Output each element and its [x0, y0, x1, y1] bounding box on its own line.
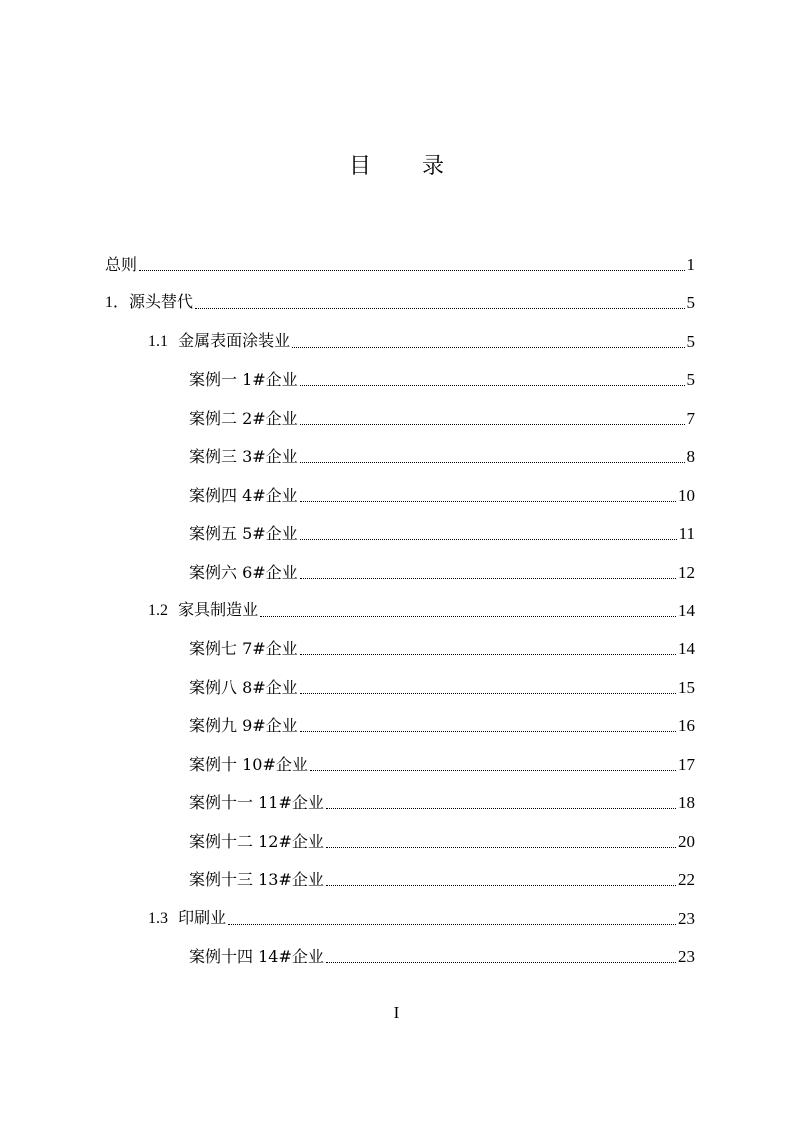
toc-entry-text: 印刷业	[178, 908, 227, 927]
toc-entry-text: 源头替代	[129, 292, 194, 311]
toc-page-number: 10	[678, 486, 695, 505]
toc-dot-leader	[326, 962, 676, 963]
toc-entry-label: 案例八 8#企业	[189, 678, 298, 697]
toc-page-number: 7	[686, 409, 695, 428]
toc-page-number: 12	[678, 563, 695, 582]
toc-entry-case-4[interactable]	[189, 477, 695, 507]
toc-dot-leader	[310, 770, 676, 771]
toc-dot-leader	[326, 808, 676, 809]
toc-entry-case-8[interactable]	[189, 669, 695, 699]
toc-entry-label: 案例六 6#企业	[189, 563, 298, 582]
toc-entry-case-6[interactable]	[189, 554, 695, 584]
toc-entry-label: 案例十一 11#企业	[189, 793, 324, 812]
toc-page-number: 23	[678, 909, 695, 928]
toc-entry-number: 1.1	[148, 333, 168, 350]
toc-entry-label: 案例十 10#企业	[189, 755, 308, 774]
toc-entry-case-1[interactable]	[189, 361, 695, 391]
toc-dot-leader	[300, 578, 676, 579]
toc-page-number: 17	[678, 755, 695, 774]
toc-entry-number: 1.3	[148, 910, 168, 927]
toc-page-number: 23	[678, 947, 695, 966]
toc-entry-label: 案例三 3#企业	[189, 447, 298, 466]
toc-dot-leader	[139, 270, 684, 271]
toc-dot-leader	[195, 308, 684, 309]
toc-entry-case-11[interactable]	[189, 784, 695, 814]
toc-entry-label: 案例十二 12#企业	[189, 832, 324, 851]
toc-page-number: 16	[678, 716, 695, 735]
toc-entry-label: 案例十三 13#企业	[189, 870, 324, 889]
toc-page-number: 20	[678, 832, 695, 851]
toc-entry-label: 案例二 2#企业	[189, 409, 298, 428]
toc-entry-case-3[interactable]	[189, 438, 695, 468]
toc-entry-label: 案例四 4#企业	[189, 486, 298, 505]
toc-page-number: 22	[678, 870, 695, 889]
toc-entry-case-5[interactable]	[189, 515, 695, 545]
toc-entry-source-substitution[interactable]	[105, 284, 695, 314]
page-title: 目 录	[349, 154, 466, 179]
toc-page-number: 5	[686, 370, 695, 389]
toc-entry-case-10[interactable]	[189, 746, 695, 776]
toc-entry-label: 总则	[105, 255, 138, 274]
toc-page-number: 14	[678, 601, 695, 620]
toc-entry-case-7[interactable]	[189, 630, 695, 660]
toc-entry-label	[148, 599, 258, 622]
toc-entry-number: 1．	[105, 294, 130, 311]
toc-page-number: 18	[678, 793, 695, 812]
toc-entry-label	[148, 330, 290, 353]
toc-entry-label: 案例一 1#企业	[189, 370, 298, 389]
toc-dot-leader	[326, 847, 676, 848]
toc-entry-general-principles[interactable]	[105, 246, 695, 276]
toc-entry-label: 案例五 5#企业	[189, 524, 298, 543]
toc-page-number: 8	[686, 447, 695, 466]
toc-entry-case-9[interactable]	[189, 707, 695, 737]
toc-dot-leader	[300, 424, 685, 425]
toc-dot-leader	[300, 462, 685, 463]
toc-entry-case-13[interactable]	[189, 861, 695, 891]
toc-dot-leader	[300, 501, 676, 502]
toc-page-number: 14	[678, 639, 695, 658]
toc-entry-text: 家具制造业	[178, 600, 259, 619]
toc-page-number: 11	[678, 524, 695, 543]
toc-entry-furniture-manufacturing[interactable]	[148, 592, 695, 622]
toc-entry-printing[interactable]	[148, 900, 695, 930]
toc-entry-label	[105, 291, 193, 314]
toc-page-number: 1	[686, 255, 695, 274]
toc-entry-case-12[interactable]	[189, 823, 695, 853]
toc-dot-leader	[292, 347, 684, 348]
toc-dot-leader	[228, 924, 676, 925]
toc-dot-leader	[300, 693, 676, 694]
toc-entry-label: 案例十四 14#企业	[189, 947, 324, 966]
toc-entry-case-2[interactable]	[189, 400, 695, 430]
toc-page-number: 5	[686, 293, 695, 312]
toc-page-number: 15	[678, 678, 695, 697]
toc-dot-leader	[326, 885, 676, 886]
toc-entry-number: 1.2	[148, 602, 168, 619]
toc-dot-leader	[260, 616, 676, 617]
toc-dot-leader	[300, 385, 685, 386]
footer-page-number: I	[393, 1003, 400, 1022]
toc-entry-label	[148, 907, 226, 930]
toc-entry-case-14[interactable]	[189, 938, 695, 968]
toc-page-number: 5	[686, 332, 695, 351]
toc-dot-leader	[300, 731, 676, 732]
toc-entry-metal-surface-coating[interactable]	[148, 323, 695, 353]
toc-entry-label: 案例九 9#企业	[189, 716, 298, 735]
toc-dot-leader	[300, 539, 677, 540]
toc-entry-text: 金属表面涂装业	[178, 331, 291, 350]
toc-dot-leader	[300, 654, 676, 655]
toc-entry-label: 案例七 7#企业	[189, 639, 298, 658]
